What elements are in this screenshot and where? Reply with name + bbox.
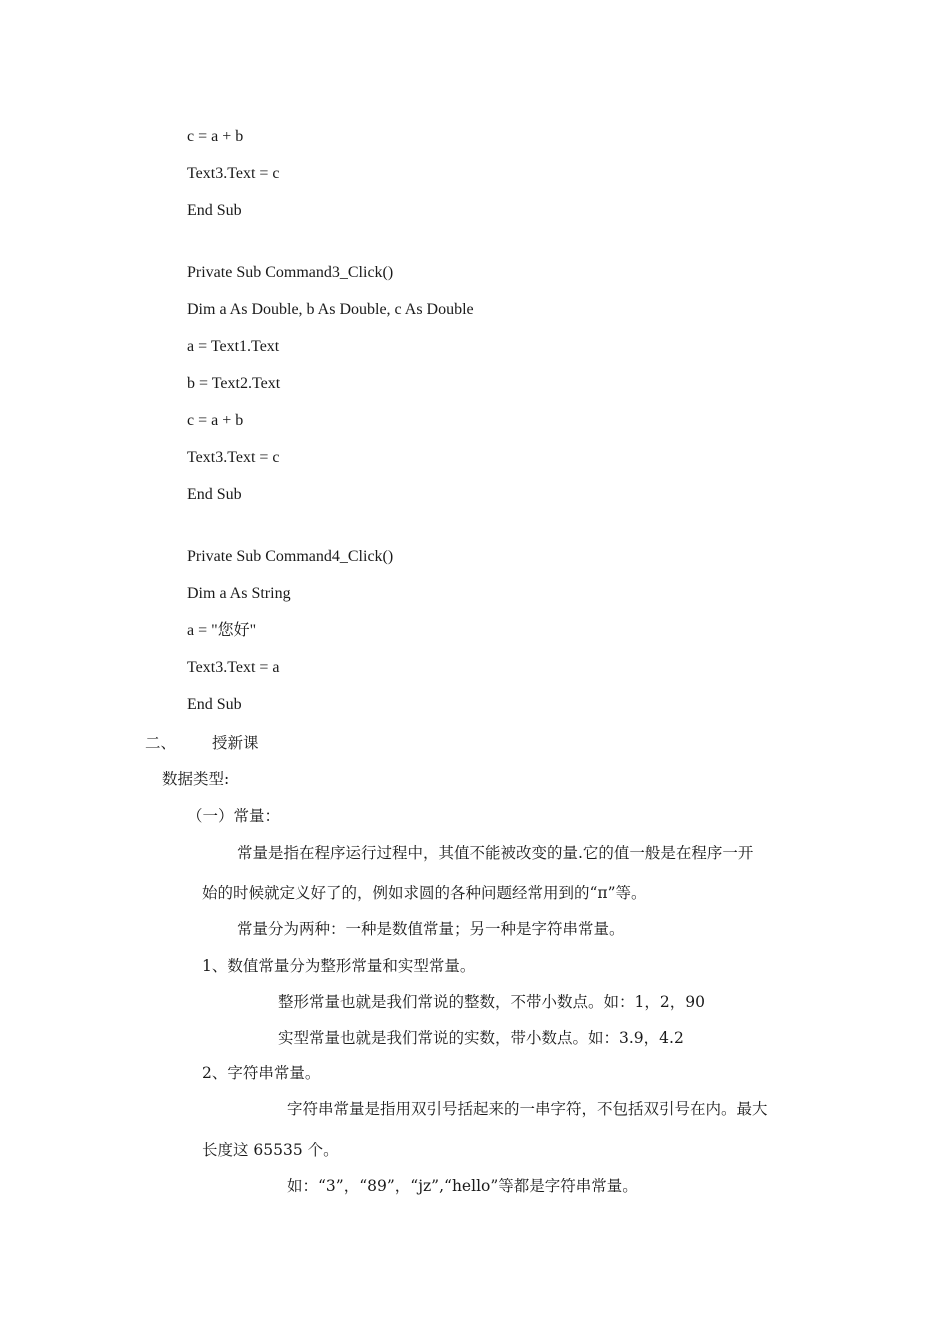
constant-heading: （一）常量： [187, 807, 281, 825]
paragraph-line: 字符串常量是指用双引号括起来的一串字符，不包括双引号在内。最大 [287, 1100, 768, 1118]
code-line: c = a + b [187, 412, 244, 429]
code-line: Text3.Text = c [187, 165, 280, 182]
list-subitem: 整形常量也就是我们常说的整数，不带小数点。如：1，2，90 [278, 993, 705, 1011]
paragraph-line: 常量是指在程序运行过程中，其值不能被改变的量.它的值一般是在程序一开 [237, 844, 754, 862]
code-line: Text3.Text = c [187, 449, 280, 466]
list-item: 1、数值常量分为整形常量和实型常量。 [202, 957, 476, 975]
paragraph-line: 常量分为两种：一种是数值常量；另一种是字符串常量。 [237, 920, 625, 938]
code-line: End Sub [187, 696, 242, 713]
list-subitem: 实型常量也就是我们常说的实数，带小数点。如：3.9，4.2 [278, 1029, 684, 1047]
section-number: 二、 [145, 734, 177, 752]
paragraph-line: 始的时候就定义好了的，例如求圆的各种问题经常用到的“π”等。 [202, 884, 647, 902]
code-line: a = "您好" [187, 622, 257, 639]
code-line: a = Text1.Text [187, 338, 280, 355]
paragraph-line: 长度这 65535 个。 [202, 1141, 339, 1159]
code-line: Dim a As Double, b As Double, c As Double [187, 301, 474, 318]
section-title: 授新课 [212, 734, 259, 752]
code-line: Private Sub Command4_Click() [187, 548, 394, 565]
data-types-heading: 数据类型: [162, 770, 230, 788]
code-line: Text3.Text = a [187, 659, 280, 676]
code-line: b = Text2.Text [187, 375, 281, 392]
code-line: End Sub [187, 486, 242, 503]
code-line: c = a + b [187, 128, 244, 145]
list-item: 2、字符串常量。 [202, 1064, 321, 1082]
code-line: Dim a As String [187, 585, 291, 602]
code-line: Private Sub Command3_Click() [187, 264, 394, 281]
example-line: 如：“3”，“89”，“jz”,“hello”等都是字符串常量。 [287, 1177, 638, 1195]
code-line: End Sub [187, 202, 242, 219]
